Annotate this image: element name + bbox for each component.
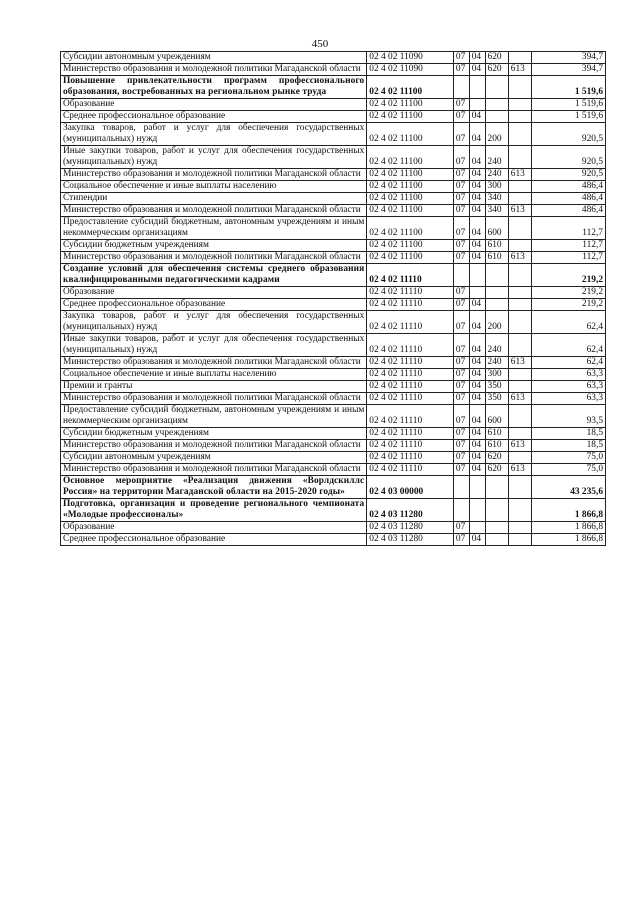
administrator-code-cell: 613	[508, 252, 531, 264]
subsection-code-cell: 04	[469, 464, 485, 476]
target-article-code-cell: 02 4 02 11110	[367, 452, 454, 464]
expense-type-code-cell: 610	[485, 240, 508, 252]
amount-cell: 219,2	[532, 299, 606, 311]
table-row	[61, 405, 606, 428]
target-article-code-cell: 02 4 02 11110	[367, 393, 454, 405]
item-name-cell: Повышение привлекательности программ профессионального образования, востребованных на региональном рынке труда	[61, 76, 367, 99]
subsection-code-cell	[469, 522, 485, 534]
table-row	[61, 287, 606, 299]
table-row	[61, 76, 606, 99]
section-code-cell: 07	[453, 357, 469, 369]
section-code-cell: 07	[453, 534, 469, 546]
target-article-code-cell: 02 4 03 11280	[367, 522, 454, 534]
item-name-cell: Закупка товаров, работ и услуг для обеспечения государственных (муниципальных) нужд	[61, 123, 367, 146]
table-row	[61, 369, 606, 381]
section-code-cell: 07	[453, 428, 469, 440]
administrator-code-cell	[508, 193, 531, 205]
administrator-code-cell	[508, 381, 531, 393]
target-article-code-cell: 02 4 02 11100	[367, 193, 454, 205]
expense-type-code-cell: 610	[485, 428, 508, 440]
table-row	[61, 440, 606, 452]
administrator-code-cell	[508, 534, 531, 546]
expense-type-code-cell: 200	[485, 311, 508, 334]
expense-type-code-cell	[485, 287, 508, 299]
subsection-code-cell: 04	[469, 111, 485, 123]
target-article-code-cell: 02 4 02 11110	[367, 287, 454, 299]
subsection-code-cell: 04	[469, 369, 485, 381]
amount-cell: 920,5	[532, 169, 606, 181]
section-code-cell: 07	[453, 381, 469, 393]
table-row	[61, 169, 606, 181]
item-name-cell: Подготовка, организация и проведение регионального чемпионата «Молодые профессионалы»	[61, 499, 367, 522]
table-row	[61, 299, 606, 311]
table-row	[61, 181, 606, 193]
amount-cell: 63,3	[532, 393, 606, 405]
section-code-cell	[453, 76, 469, 99]
item-name-cell: Субсидии автономным учреждениям	[61, 52, 367, 64]
subsection-code-cell: 04	[469, 393, 485, 405]
table-row	[61, 464, 606, 476]
subsection-code-cell: 04	[469, 181, 485, 193]
table-row	[61, 357, 606, 369]
subsection-code-cell: 04	[469, 169, 485, 181]
item-name-cell: Создание условий для обеспечения системы среднего образования квалифицированными педагогическими кадрами	[61, 264, 367, 287]
amount-cell: 486,4	[532, 181, 606, 193]
target-article-code-cell: 02 4 02 11090	[367, 64, 454, 76]
expense-type-code-cell: 350	[485, 381, 508, 393]
subsection-code-cell: 04	[469, 334, 485, 357]
administrator-code-cell: 613	[508, 464, 531, 476]
expense-type-code-cell	[485, 499, 508, 522]
expense-type-code-cell	[485, 99, 508, 111]
amount-cell: 1 866,8	[532, 522, 606, 534]
administrator-code-cell	[508, 311, 531, 334]
section-code-cell	[453, 476, 469, 499]
target-article-code-cell: 02 4 02 11110	[367, 311, 454, 334]
target-article-code-cell: 02 4 02 11100	[367, 205, 454, 217]
target-article-code-cell: 02 4 02 11100	[367, 123, 454, 146]
section-code-cell	[453, 264, 469, 287]
amount-cell: 394,7	[532, 64, 606, 76]
amount-cell: 486,4	[532, 205, 606, 217]
section-code-cell: 07	[453, 169, 469, 181]
expense-type-code-cell	[485, 111, 508, 123]
table-row	[61, 311, 606, 334]
administrator-code-cell	[508, 111, 531, 123]
administrator-code-cell	[508, 452, 531, 464]
expense-type-code-cell	[485, 476, 508, 499]
item-name-cell: Предоставление субсидий бюджетным, автономным учреждениям и иным некоммерческим организациям	[61, 217, 367, 240]
section-code-cell: 07	[453, 464, 469, 476]
amount-cell: 62,4	[532, 311, 606, 334]
table-row	[61, 428, 606, 440]
expense-type-code-cell: 340	[485, 193, 508, 205]
table-row	[61, 264, 606, 287]
subsection-code-cell: 04	[469, 252, 485, 264]
expense-type-code-cell: 620	[485, 452, 508, 464]
target-article-code-cell: 02 4 02 11100	[367, 181, 454, 193]
table-row	[61, 252, 606, 264]
amount-cell: 1 866,8	[532, 534, 606, 546]
subsection-code-cell: 04	[469, 299, 485, 311]
administrator-code-cell	[508, 181, 531, 193]
expense-type-code-cell: 240	[485, 146, 508, 169]
item-name-cell: Социальное обеспечение и иные выплаты населению	[61, 181, 367, 193]
amount-cell: 112,7	[532, 252, 606, 264]
expense-type-code-cell	[485, 522, 508, 534]
amount-cell: 112,7	[532, 217, 606, 240]
administrator-code-cell	[508, 369, 531, 381]
section-code-cell: 07	[453, 64, 469, 76]
administrator-code-cell: 613	[508, 169, 531, 181]
subsection-code-cell	[469, 476, 485, 499]
amount-cell: 219,2	[532, 287, 606, 299]
table-row	[61, 381, 606, 393]
item-name-cell: Министерство образования и молодежной политики Магаданской области	[61, 440, 367, 452]
expense-type-code-cell	[485, 76, 508, 99]
administrator-code-cell	[508, 522, 531, 534]
administrator-code-cell	[508, 299, 531, 311]
item-name-cell: Премии и гранты	[61, 381, 367, 393]
item-name-cell: Образование	[61, 99, 367, 111]
subsection-code-cell	[469, 76, 485, 99]
amount-cell: 1 519,6	[532, 76, 606, 99]
administrator-code-cell	[508, 334, 531, 357]
expense-type-code-cell: 240	[485, 169, 508, 181]
section-code-cell: 07	[453, 311, 469, 334]
page-number: 450	[311, 38, 329, 50]
subsection-code-cell	[469, 99, 485, 111]
expense-type-code-cell	[485, 299, 508, 311]
subsection-code-cell: 04	[469, 205, 485, 217]
administrator-code-cell: 613	[508, 393, 531, 405]
target-article-code-cell: 02 4 03 00000	[367, 476, 454, 499]
administrator-code-cell	[508, 76, 531, 99]
amount-cell: 486,4	[532, 193, 606, 205]
expense-type-code-cell: 350	[485, 393, 508, 405]
table-row	[61, 99, 606, 111]
item-name-cell: Образование	[61, 522, 367, 534]
target-article-code-cell: 02 4 02 11110	[367, 264, 454, 287]
amount-cell: 920,5	[532, 123, 606, 146]
subsection-code-cell: 04	[469, 452, 485, 464]
expense-type-code-cell: 620	[485, 52, 508, 64]
table-row	[61, 534, 606, 546]
amount-cell: 93,5	[532, 405, 606, 428]
target-article-code-cell: 02 4 02 11110	[367, 357, 454, 369]
subsection-code-cell: 04	[469, 534, 485, 546]
table-row	[61, 522, 606, 534]
amount-cell: 112,7	[532, 240, 606, 252]
section-code-cell: 07	[453, 299, 469, 311]
subsection-code-cell: 04	[469, 428, 485, 440]
subsection-code-cell: 04	[469, 357, 485, 369]
budget-table	[60, 51, 606, 546]
item-name-cell: Среднее профессиональное образование	[61, 534, 367, 546]
expense-type-code-cell: 300	[485, 369, 508, 381]
item-name-cell: Иные закупки товаров, работ и услуг для обеспечения государственных (муниципальных) нужд	[61, 334, 367, 357]
administrator-code-cell	[508, 240, 531, 252]
subsection-code-cell	[469, 264, 485, 287]
administrator-code-cell: 613	[508, 64, 531, 76]
amount-cell: 63,3	[532, 381, 606, 393]
amount-cell: 75,0	[532, 464, 606, 476]
section-code-cell: 07	[453, 287, 469, 299]
expense-type-code-cell: 340	[485, 205, 508, 217]
subsection-code-cell: 04	[469, 123, 485, 146]
expense-type-code-cell: 610	[485, 252, 508, 264]
table-row	[61, 393, 606, 405]
subsection-code-cell: 04	[469, 381, 485, 393]
item-name-cell: Министерство образования и молодежной политики Магаданской области	[61, 169, 367, 181]
subsection-code-cell: 04	[469, 193, 485, 205]
expense-type-code-cell: 610	[485, 440, 508, 452]
item-name-cell: Субсидии автономным учреждениям	[61, 452, 367, 464]
administrator-code-cell	[508, 287, 531, 299]
administrator-code-cell	[508, 264, 531, 287]
expense-type-code-cell: 600	[485, 405, 508, 428]
table-row	[61, 334, 606, 357]
amount-cell: 219,2	[532, 264, 606, 287]
amount-cell: 62,4	[532, 357, 606, 369]
amount-cell: 18,5	[532, 440, 606, 452]
item-name-cell: Министерство образования и молодежной политики Магаданской области	[61, 357, 367, 369]
table-row	[61, 205, 606, 217]
item-name-cell: Министерство образования и молодежной политики Магаданской области	[61, 64, 367, 76]
subsection-code-cell: 04	[469, 217, 485, 240]
section-code-cell	[453, 499, 469, 522]
section-code-cell: 07	[453, 440, 469, 452]
expense-type-code-cell: 240	[485, 334, 508, 357]
item-name-cell: Социальное обеспечение и иные выплаты населению	[61, 369, 367, 381]
target-article-code-cell: 02 4 02 11100	[367, 111, 454, 123]
section-code-cell: 07	[453, 369, 469, 381]
section-code-cell: 07	[453, 111, 469, 123]
subsection-code-cell: 04	[469, 440, 485, 452]
target-article-code-cell: 02 4 02 11090	[367, 52, 454, 64]
administrator-code-cell	[508, 476, 531, 499]
target-article-code-cell: 02 4 02 11110	[367, 464, 454, 476]
table-row	[61, 52, 606, 64]
amount-cell: 63,3	[532, 369, 606, 381]
administrator-code-cell: 613	[508, 205, 531, 217]
target-article-code-cell: 02 4 02 11100	[367, 99, 454, 111]
target-article-code-cell: 02 4 02 11110	[367, 381, 454, 393]
administrator-code-cell	[508, 499, 531, 522]
subsection-code-cell: 04	[469, 311, 485, 334]
item-name-cell: Субсидии бюджетным учреждениям	[61, 428, 367, 440]
section-code-cell: 07	[453, 240, 469, 252]
amount-cell: 1 519,6	[532, 111, 606, 123]
item-name-cell: Стипендии	[61, 193, 367, 205]
expense-type-code-cell: 240	[485, 357, 508, 369]
section-code-cell: 07	[453, 522, 469, 534]
section-code-cell: 07	[453, 452, 469, 464]
item-name-cell: Министерство образования и молодежной политики Магаданской области	[61, 205, 367, 217]
subsection-code-cell: 04	[469, 52, 485, 64]
section-code-cell: 07	[453, 181, 469, 193]
section-code-cell: 07	[453, 252, 469, 264]
target-article-code-cell: 02 4 02 11110	[367, 405, 454, 428]
table-row	[61, 240, 606, 252]
administrator-code-cell	[508, 123, 531, 146]
amount-cell: 62,4	[532, 334, 606, 357]
expense-type-code-cell: 600	[485, 217, 508, 240]
subsection-code-cell: 04	[469, 240, 485, 252]
target-article-code-cell: 02 4 02 11110	[367, 440, 454, 452]
target-article-code-cell: 02 4 02 11100	[367, 217, 454, 240]
subsection-code-cell: 04	[469, 405, 485, 428]
item-name-cell: Министерство образования и молодежной политики Магаданской области	[61, 252, 367, 264]
administrator-code-cell	[508, 99, 531, 111]
amount-cell: 43 235,6	[532, 476, 606, 499]
table-row	[61, 499, 606, 522]
subsection-code-cell: 04	[469, 64, 485, 76]
amount-cell: 394,7	[532, 52, 606, 64]
expense-type-code-cell	[485, 264, 508, 287]
expense-type-code-cell: 300	[485, 181, 508, 193]
amount-cell: 920,5	[532, 146, 606, 169]
item-name-cell: Образование	[61, 287, 367, 299]
expense-type-code-cell: 620	[485, 64, 508, 76]
item-name-cell: Среднее профессиональное образование	[61, 111, 367, 123]
item-name-cell: Основное мероприятие «Реализация движения «Ворлдскиллс Россия» на территории Магаданской области на 2015-2020 годы»	[61, 476, 367, 499]
table-row	[61, 64, 606, 76]
target-article-code-cell: 02 4 03 11280	[367, 534, 454, 546]
subsection-code-cell	[469, 499, 485, 522]
target-article-code-cell: 02 4 02 11100	[367, 169, 454, 181]
table-row	[61, 476, 606, 499]
administrator-code-cell	[508, 52, 531, 64]
section-code-cell: 07	[453, 334, 469, 357]
section-code-cell: 07	[453, 393, 469, 405]
amount-cell: 1 866,8	[532, 499, 606, 522]
target-article-code-cell: 02 4 02 11110	[367, 299, 454, 311]
section-code-cell: 07	[453, 205, 469, 217]
table-row	[61, 123, 606, 146]
administrator-code-cell	[508, 217, 531, 240]
item-name-cell: Министерство образования и молодежной политики Магаданской области	[61, 464, 367, 476]
amount-cell: 18,5	[532, 428, 606, 440]
item-name-cell: Предоставление субсидий бюджетным, автономным учреждениям и иным некоммерческим организациям	[61, 405, 367, 428]
section-code-cell: 07	[453, 99, 469, 111]
item-name-cell: Министерство образования и молодежной политики Магаданской области	[61, 393, 367, 405]
target-article-code-cell: 02 4 02 11100	[367, 240, 454, 252]
administrator-code-cell: 613	[508, 440, 531, 452]
section-code-cell: 07	[453, 123, 469, 146]
target-article-code-cell: 02 4 02 11100	[367, 146, 454, 169]
subsection-code-cell	[469, 287, 485, 299]
administrator-code-cell	[508, 428, 531, 440]
table-row	[61, 193, 606, 205]
section-code-cell: 07	[453, 217, 469, 240]
target-article-code-cell: 02 4 02 11110	[367, 369, 454, 381]
budget-table-body	[61, 52, 606, 546]
expense-type-code-cell: 620	[485, 464, 508, 476]
target-article-code-cell: 02 4 03 11280	[367, 499, 454, 522]
subsection-code-cell: 04	[469, 146, 485, 169]
target-article-code-cell: 02 4 02 11100	[367, 76, 454, 99]
administrator-code-cell: 613	[508, 357, 531, 369]
section-code-cell: 07	[453, 405, 469, 428]
section-code-cell: 07	[453, 146, 469, 169]
amount-cell: 1 519,6	[532, 99, 606, 111]
administrator-code-cell	[508, 405, 531, 428]
table-row	[61, 146, 606, 169]
section-code-cell: 07	[453, 52, 469, 64]
expense-type-code-cell: 200	[485, 123, 508, 146]
amount-cell: 75,0	[532, 452, 606, 464]
table-row	[61, 217, 606, 240]
item-name-cell: Субсидии бюджетным учреждениям	[61, 240, 367, 252]
section-code-cell: 07	[453, 193, 469, 205]
item-name-cell: Закупка товаров, работ и услуг для обеспечения государственных (муниципальных) нужд	[61, 311, 367, 334]
item-name-cell: Иные закупки товаров, работ и услуг для обеспечения государственных (муниципальных) нужд	[61, 146, 367, 169]
table-row	[61, 452, 606, 464]
target-article-code-cell: 02 4 02 11110	[367, 334, 454, 357]
table-row	[61, 111, 606, 123]
administrator-code-cell	[508, 146, 531, 169]
item-name-cell: Среднее профессиональное образование	[61, 299, 367, 311]
expense-type-code-cell	[485, 534, 508, 546]
target-article-code-cell: 02 4 02 11110	[367, 428, 454, 440]
target-article-code-cell: 02 4 02 11100	[367, 252, 454, 264]
